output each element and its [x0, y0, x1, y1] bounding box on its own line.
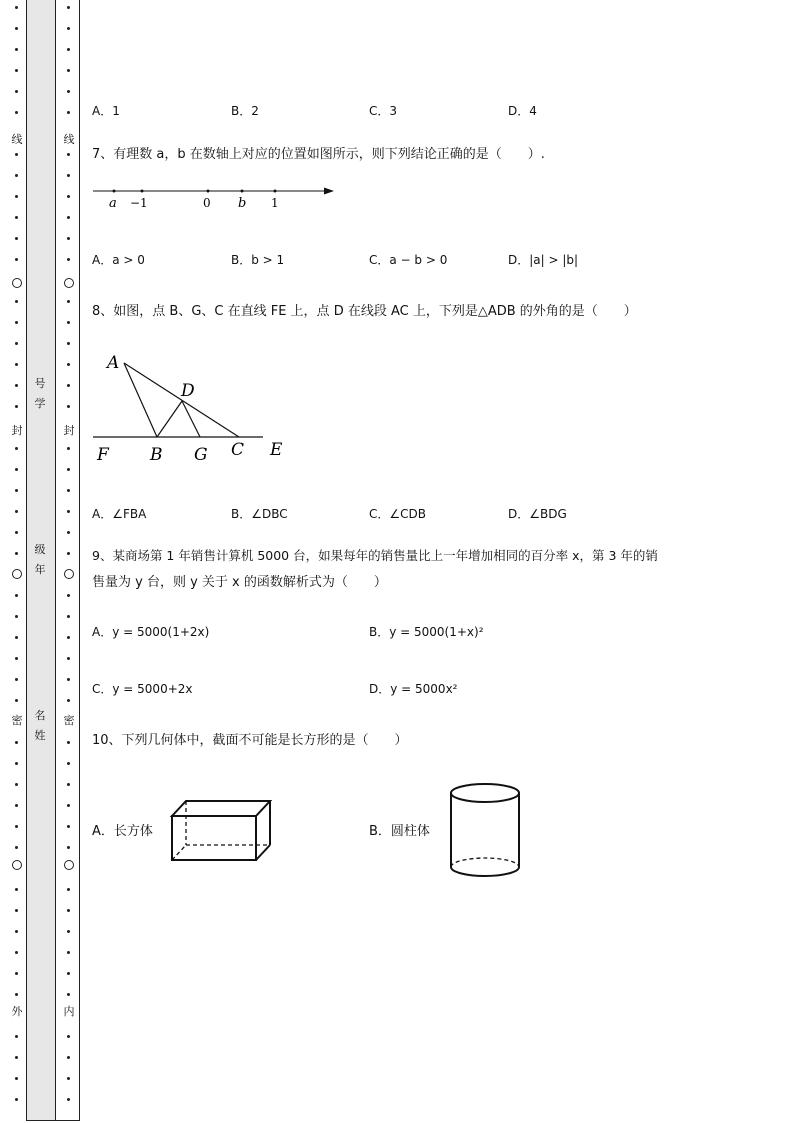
binding-dot [15, 90, 18, 93]
binding-dot [67, 111, 70, 114]
point-label-c: C [231, 440, 245, 460]
binding-dot [15, 825, 18, 828]
binding-dot [15, 447, 18, 450]
field-label-name-2: 姓 [34, 729, 46, 742]
binding-dot [15, 342, 18, 345]
binding-dot [15, 153, 18, 156]
binding-dot [67, 699, 70, 702]
binding-dot [15, 678, 18, 681]
q9-stem-line2: 售量为 y 台，则 y 关于 x 的函数解析式为（ ） [92, 575, 387, 590]
q7-option-a: A．a > 0 [92, 253, 145, 267]
point-label-a: A [107, 353, 120, 373]
q7-number-line [88, 180, 348, 216]
binding-dot [15, 783, 18, 786]
field-label-student-id-2: 学 [34, 397, 46, 410]
binding-dot [67, 300, 70, 303]
q9-option-b: B．y = 5000(1+x)² [369, 625, 484, 639]
binding-dot [67, 90, 70, 93]
binding-dot [67, 678, 70, 681]
binding-circle [12, 278, 22, 288]
binding-dot [15, 594, 18, 597]
binding-dot [15, 762, 18, 765]
binding-dot [67, 6, 70, 9]
binding-dot [15, 888, 18, 891]
binding-dot [15, 552, 18, 555]
binding-dot [15, 615, 18, 618]
binding-dot [15, 993, 18, 996]
margin-mark-right-xian: 线 [61, 133, 77, 147]
binding-dot [67, 258, 70, 261]
binding-dot [15, 321, 18, 324]
binding-strip [26, 0, 56, 1121]
binding-dot [67, 153, 70, 156]
binding-dot [15, 1035, 18, 1038]
binding-dot [15, 384, 18, 387]
field-label-name-1: 名 [34, 709, 46, 722]
margin-mark-right-feng: 封 [61, 424, 77, 438]
binding-dot [67, 69, 70, 72]
point-label-f: F [97, 445, 109, 465]
cuboid-figure [166, 797, 276, 867]
binding-dot [67, 1077, 70, 1080]
binding-dot [67, 48, 70, 51]
q7-option-c: C．a − b > 0 [369, 253, 448, 267]
q10-stem: 10、下列几何体中，截面不可能是长方形的是（ ） [92, 733, 408, 748]
binding-dot [15, 804, 18, 807]
point-label-b: B [150, 445, 163, 465]
binding-dot [67, 363, 70, 366]
binding-dot [15, 636, 18, 639]
axis-label-one: 1 [271, 196, 279, 210]
binding-circle [64, 569, 74, 579]
binding-dot [67, 405, 70, 408]
binding-dot [67, 888, 70, 891]
binding-dot [15, 1056, 18, 1059]
margin-mark-left-mi: 密 [9, 714, 25, 728]
field-label-grade-1: 级 [34, 543, 46, 556]
binding-dot [15, 111, 18, 114]
binding-dot [15, 1098, 18, 1101]
q6-option-b: B．2 [231, 104, 259, 118]
binding-dot [15, 909, 18, 912]
binding-dot [15, 846, 18, 849]
binding-dot [15, 510, 18, 513]
binding-dot [15, 468, 18, 471]
axis-label-zero: 0 [203, 196, 211, 210]
q9-stem-line1: 9、某商场第 1 年销售计算机 5000 台，如果每年的销售量比上一年增加相同的百分率 x，第 3 年的销 [92, 548, 658, 563]
axis-label-minus-one: −1 [130, 196, 148, 210]
binding-dot [67, 1035, 70, 1038]
q10-option-b: B．圆柱体 [369, 824, 430, 839]
margin-mark-right-mi: 密 [61, 714, 77, 728]
point-label-e: E [270, 440, 283, 460]
field-label-student-id-1: 号 [34, 377, 46, 390]
binding-dot [67, 342, 70, 345]
q8-stem: 8、如图，点 B、G、C 在直线 FE 上，点 D 在线段 AC 上，下列是△ADB 的外角的是（ ） [92, 304, 637, 319]
point-label-d: D [181, 381, 195, 401]
binding-dot [15, 300, 18, 303]
binding-dot [67, 237, 70, 240]
q8-option-d: D．∠BDG [508, 507, 567, 521]
binding-rule [79, 0, 80, 1121]
binding-dot [67, 972, 70, 975]
binding-dot [67, 594, 70, 597]
margin-mark-left-xian: 线 [9, 133, 25, 147]
binding-dot [67, 468, 70, 471]
binding-dot [67, 447, 70, 450]
binding-dot [67, 993, 70, 996]
binding-dot [67, 930, 70, 933]
binding-dot [15, 972, 18, 975]
binding-dot [67, 384, 70, 387]
q7-stem: 7、有理数 a，b 在数轴上对应的位置如图所示，则下列结论正确的是（ ）. [92, 147, 545, 162]
q10-option-a: A．长方体 [92, 824, 153, 839]
binding-dot [67, 1056, 70, 1059]
binding-dot [67, 216, 70, 219]
binding-dot [67, 531, 70, 534]
q8-option-c: C．∠CDB [369, 507, 426, 521]
binding-dot [15, 258, 18, 261]
axis-label-b: b [238, 196, 247, 211]
binding-dot [67, 174, 70, 177]
binding-dot [67, 27, 70, 30]
binding-dot [15, 27, 18, 30]
q6-option-a: A．1 [92, 104, 120, 118]
binding-dot [67, 825, 70, 828]
point-label-g: G [194, 445, 208, 465]
binding-dot [67, 552, 70, 555]
margin-mark-right-nei: 内 [61, 1005, 77, 1019]
binding-dot [67, 636, 70, 639]
binding-dot [67, 741, 70, 744]
binding-dot [67, 762, 70, 765]
q8-option-b: B．∠DBC [231, 507, 288, 521]
binding-dot [15, 48, 18, 51]
binding-dot [15, 174, 18, 177]
binding-dot [15, 657, 18, 660]
binding-dot [15, 531, 18, 534]
binding-dot [15, 1077, 18, 1080]
q8-option-a: A．∠FBA [92, 507, 147, 521]
binding-dot [67, 657, 70, 660]
q7-option-d: D．|a| > |b| [508, 253, 579, 267]
binding-dot [67, 909, 70, 912]
q6-option-d: D．4 [508, 104, 537, 118]
q6-option-c: C．3 [369, 104, 398, 118]
binding-dot [15, 69, 18, 72]
binding-dot [67, 510, 70, 513]
binding-dot [15, 489, 18, 492]
binding-dot [15, 6, 18, 9]
field-label-grade-2: 年 [34, 563, 46, 576]
binding-dot [67, 783, 70, 786]
binding-circle [12, 569, 22, 579]
margin-mark-left-wai: 外 [9, 1005, 25, 1019]
binding-dot [67, 489, 70, 492]
binding-dot [15, 951, 18, 954]
q9-option-a: A．y = 5000(1+2x) [92, 625, 210, 639]
binding-dot [15, 699, 18, 702]
margin-mark-left-feng: 封 [9, 424, 25, 438]
binding-dot [67, 804, 70, 807]
binding-dot [67, 1098, 70, 1101]
q9-option-c: C．y = 5000+2x [92, 682, 193, 696]
binding-dot [15, 237, 18, 240]
binding-circle [64, 860, 74, 870]
q9-option-d: D．y = 5000x² [369, 682, 458, 696]
binding-dot-column-right [63, 0, 75, 1123]
binding-dot [15, 195, 18, 198]
binding-dot [67, 846, 70, 849]
binding-dot [15, 363, 18, 366]
binding-dot [67, 195, 70, 198]
cylinder-figure [446, 781, 526, 881]
q8-geometry-figure [88, 345, 298, 470]
binding-dot-column-left [11, 0, 23, 1123]
binding-circle [64, 278, 74, 288]
binding-dot [67, 321, 70, 324]
binding-dot [67, 615, 70, 618]
axis-label-a: a [109, 196, 117, 211]
binding-dot [15, 405, 18, 408]
binding-circle [12, 860, 22, 870]
q7-option-b: B．b > 1 [231, 253, 285, 267]
binding-dot [15, 741, 18, 744]
binding-dot [67, 951, 70, 954]
binding-dot [15, 216, 18, 219]
binding-dot [15, 930, 18, 933]
